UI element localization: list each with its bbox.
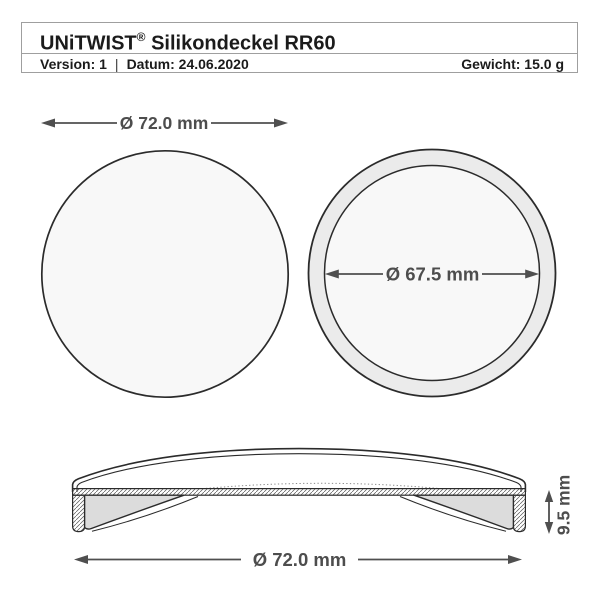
version-label: Version: 1 [40, 55, 107, 72]
hidden-inner-edge [206, 483, 438, 488]
side-diameter-dimension [74, 549, 522, 570]
side-view [73, 449, 526, 532]
height-label: 9.5 mm [553, 474, 574, 536]
height-dimension [545, 475, 574, 535]
dim-arrowhead-right [274, 119, 288, 128]
top-view [42, 151, 288, 397]
brand-name: UNiTWIST [40, 32, 137, 55]
registered-trademark-icon: ® [136, 30, 146, 44]
skirt-foot-right [513, 495, 525, 531]
product-name: Silikondeckel RR60 [151, 32, 336, 55]
inner-diameter-label: Ø 67.5 mm [385, 263, 480, 285]
dome-outer-surface [73, 449, 526, 492]
bottom-view [309, 150, 556, 397]
dim-arrowhead-down [545, 522, 553, 534]
dim-arrowhead-left [74, 555, 88, 564]
date-label: Datum: 24.06.2020 [126, 55, 249, 72]
weight-label: Gewicht: 15.0 g [461, 55, 564, 72]
dim-arrowhead-right [508, 555, 522, 564]
separator-bar: | [114, 55, 119, 72]
skirt-foot-left [73, 495, 85, 531]
skirt-section-right [414, 495, 513, 529]
lid-top-face [42, 151, 288, 397]
skirt-section-left [85, 495, 184, 529]
top-diameter-dimension [41, 113, 288, 133]
side-diameter-label: Ø 72.0 mm [252, 549, 347, 570]
membrane-cross-section [73, 489, 526, 496]
dim-arrowhead-left [41, 119, 55, 128]
dome-inner-surface [77, 454, 521, 492]
top-diameter-label: Ø 72.0 mm [119, 113, 209, 133]
